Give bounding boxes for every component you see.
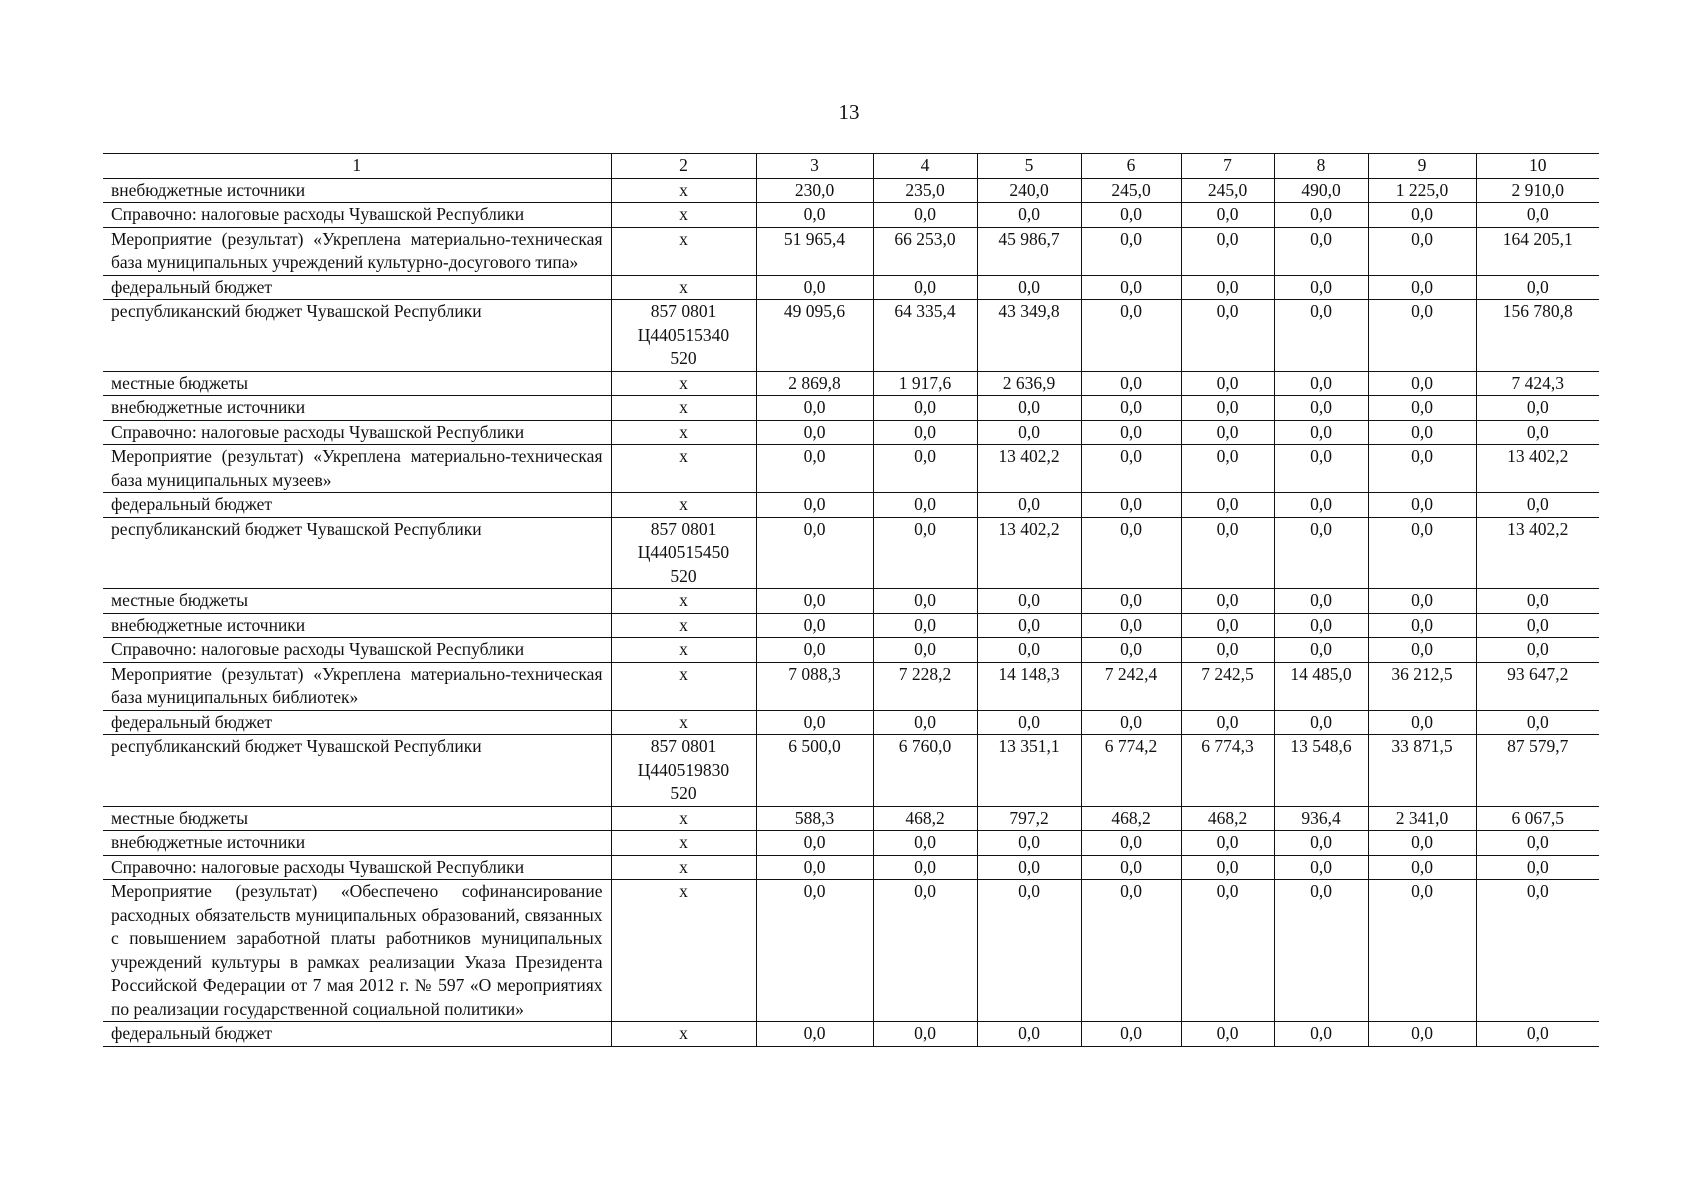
value-cell: 0,0 xyxy=(1081,1022,1181,1047)
value-cell: 6 067,5 xyxy=(1476,806,1599,831)
table-row xyxy=(103,806,1599,831)
value-cell: 0,0 xyxy=(1368,880,1476,1022)
table-row xyxy=(103,1022,1599,1047)
table-row xyxy=(103,710,1599,735)
value-cell: 0,0 xyxy=(1368,638,1476,663)
column-header-8: 8 xyxy=(1274,154,1368,179)
value-cell: 164 205,1 xyxy=(1476,227,1599,275)
value-cell: 0,0 xyxy=(873,203,977,228)
value-cell: 0,0 xyxy=(1274,710,1368,735)
table-row xyxy=(103,613,1599,638)
value-cell: 0,0 xyxy=(756,855,873,880)
value-cell: 0,0 xyxy=(873,493,977,518)
value-cell: 13 402,2 xyxy=(1476,445,1599,493)
value-cell: 0,0 xyxy=(756,203,873,228)
value-cell: 0,0 xyxy=(1274,275,1368,300)
value-cell: 0,0 xyxy=(1181,396,1274,421)
table-row xyxy=(103,371,1599,396)
value-cell: 0,0 xyxy=(756,396,873,421)
column-header-7: 7 xyxy=(1181,154,1274,179)
budget-code: x xyxy=(611,493,756,518)
value-cell: 0,0 xyxy=(1476,880,1599,1022)
value-cell: 0,0 xyxy=(1181,420,1274,445)
table-row xyxy=(103,517,1599,589)
value-cell: 0,0 xyxy=(1368,396,1476,421)
value-cell: 0,0 xyxy=(1368,203,1476,228)
value-cell: 0,0 xyxy=(1081,613,1181,638)
row-name: республиканский бюджет Чувашской Республики xyxy=(103,300,611,372)
row-name: федеральный бюджет xyxy=(103,1022,611,1047)
value-cell: 0,0 xyxy=(1368,300,1476,372)
value-cell: 468,2 xyxy=(1081,806,1181,831)
value-cell: 0,0 xyxy=(1081,275,1181,300)
value-cell: 0,0 xyxy=(977,880,1081,1022)
value-cell: 0,0 xyxy=(873,831,977,856)
value-cell: 7 242,5 xyxy=(1181,662,1274,710)
value-cell: 245,0 xyxy=(1181,178,1274,203)
value-cell: 0,0 xyxy=(756,638,873,663)
value-cell: 0,0 xyxy=(873,517,977,589)
row-name: внебюджетные источники xyxy=(103,396,611,421)
budget-code: x xyxy=(611,613,756,638)
column-header-2: 2 xyxy=(611,154,756,179)
value-cell: 0,0 xyxy=(1181,710,1274,735)
value-cell: 0,0 xyxy=(1274,613,1368,638)
value-cell: 0,0 xyxy=(1081,493,1181,518)
value-cell: 13 402,2 xyxy=(977,517,1081,589)
value-cell: 0,0 xyxy=(756,710,873,735)
table-row xyxy=(103,275,1599,300)
table-row xyxy=(103,203,1599,228)
value-cell: 0,0 xyxy=(977,420,1081,445)
row-name: федеральный бюджет xyxy=(103,275,611,300)
value-cell: 0,0 xyxy=(1476,589,1599,614)
row-name: республиканский бюджет Чувашской Республики xyxy=(103,517,611,589)
value-cell: 7 242,4 xyxy=(1081,662,1181,710)
value-cell: 0,0 xyxy=(977,589,1081,614)
value-cell: 0,0 xyxy=(977,855,1081,880)
value-cell: 0,0 xyxy=(1081,517,1181,589)
value-cell: 0,0 xyxy=(1368,420,1476,445)
budget-code: x xyxy=(611,831,756,856)
value-cell: 0,0 xyxy=(1274,203,1368,228)
budget-code: 857 0801 Ц440519830 520 xyxy=(611,735,756,807)
value-cell: 0,0 xyxy=(1274,493,1368,518)
value-cell: 468,2 xyxy=(873,806,977,831)
value-cell: 0,0 xyxy=(1274,855,1368,880)
value-cell: 0,0 xyxy=(977,493,1081,518)
value-cell: 1 225,0 xyxy=(1368,178,1476,203)
value-cell: 0,0 xyxy=(1081,396,1181,421)
value-cell: 0,0 xyxy=(1368,227,1476,275)
value-cell: 0,0 xyxy=(1181,880,1274,1022)
value-cell: 230,0 xyxy=(756,178,873,203)
value-cell: 0,0 xyxy=(1081,300,1181,372)
value-cell: 0,0 xyxy=(1181,493,1274,518)
value-cell: 0,0 xyxy=(1181,300,1274,372)
row-name: внебюджетные источники xyxy=(103,613,611,638)
value-cell: 0,0 xyxy=(1181,517,1274,589)
row-name: Справочно: налоговые расходы Чувашской Республики xyxy=(103,855,611,880)
value-cell: 0,0 xyxy=(977,203,1081,228)
table-row xyxy=(103,831,1599,856)
value-cell: 0,0 xyxy=(1476,613,1599,638)
value-cell: 0,0 xyxy=(1081,710,1181,735)
value-cell: 6 774,3 xyxy=(1181,735,1274,807)
value-cell: 0,0 xyxy=(756,880,873,1022)
value-cell: 66 253,0 xyxy=(873,227,977,275)
value-cell: 0,0 xyxy=(1274,831,1368,856)
column-header-3: 3 xyxy=(756,154,873,179)
value-cell: 0,0 xyxy=(1476,396,1599,421)
value-cell: 0,0 xyxy=(1274,445,1368,493)
value-cell: 0,0 xyxy=(873,275,977,300)
value-cell: 2 910,0 xyxy=(1476,178,1599,203)
budget-code: x xyxy=(611,420,756,445)
value-cell: 0,0 xyxy=(873,1022,977,1047)
value-cell: 2 636,9 xyxy=(977,371,1081,396)
value-cell: 0,0 xyxy=(1368,589,1476,614)
value-cell: 13 351,1 xyxy=(977,735,1081,807)
value-cell: 0,0 xyxy=(873,638,977,663)
value-cell: 7 088,3 xyxy=(756,662,873,710)
value-cell: 0,0 xyxy=(1181,227,1274,275)
value-cell: 0,0 xyxy=(1181,203,1274,228)
page-number: 13 xyxy=(838,100,860,124)
value-cell: 0,0 xyxy=(1081,203,1181,228)
column-header-9: 9 xyxy=(1368,154,1476,179)
budget-code: 857 0801 Ц440515450 520 xyxy=(611,517,756,589)
row-name: внебюджетные источники xyxy=(103,831,611,856)
value-cell: 7 424,3 xyxy=(1476,371,1599,396)
table-row xyxy=(103,880,1599,1022)
value-cell: 490,0 xyxy=(1274,178,1368,203)
value-cell: 13 402,2 xyxy=(1476,517,1599,589)
column-header-5: 5 xyxy=(977,154,1081,179)
value-cell: 0,0 xyxy=(1274,227,1368,275)
value-cell: 0,0 xyxy=(756,493,873,518)
table-row xyxy=(103,445,1599,493)
table-row xyxy=(103,638,1599,663)
value-cell: 0,0 xyxy=(1181,1022,1274,1047)
row-name: Мероприятие (результат) «Укреплена материально-техническая база муниципальных учреждений культурно-досугового типа» xyxy=(103,227,611,275)
value-cell: 2 341,0 xyxy=(1368,806,1476,831)
value-cell: 936,4 xyxy=(1274,806,1368,831)
value-cell: 0,0 xyxy=(1274,300,1368,372)
row-name: Справочно: налоговые расходы Чувашской Республики xyxy=(103,638,611,663)
value-cell: 51 965,4 xyxy=(756,227,873,275)
value-cell: 43 349,8 xyxy=(977,300,1081,372)
value-cell: 0,0 xyxy=(1476,1022,1599,1047)
value-cell: 0,0 xyxy=(1081,589,1181,614)
value-cell: 0,0 xyxy=(1274,880,1368,1022)
table-row xyxy=(103,735,1599,807)
row-name: федеральный бюджет xyxy=(103,493,611,518)
value-cell: 0,0 xyxy=(1368,710,1476,735)
value-cell: 0,0 xyxy=(1181,831,1274,856)
value-cell: 7 228,2 xyxy=(873,662,977,710)
value-cell: 0,0 xyxy=(1081,880,1181,1022)
value-cell: 0,0 xyxy=(1081,420,1181,445)
row-name: республиканский бюджет Чувашской Республики xyxy=(103,735,611,807)
value-cell: 0,0 xyxy=(1368,1022,1476,1047)
value-cell: 0,0 xyxy=(1274,1022,1368,1047)
budget-code: x xyxy=(611,445,756,493)
row-name: Мероприятие (результат) «Обеспечено софинансирование расходных обязательств муниципальных образований, связанных с повышением заработной платы работников муниципальных учреждений культуры в рамках реализации Указа Президента Российской Федерации от 7 мая 2012 г. № 597 «О мероприятиях по реализации государственной социальной политики» xyxy=(103,880,611,1022)
value-cell: 0,0 xyxy=(1368,445,1476,493)
value-cell: 240,0 xyxy=(977,178,1081,203)
budget-code: x xyxy=(611,589,756,614)
budget-code: x xyxy=(611,806,756,831)
value-cell: 0,0 xyxy=(1181,638,1274,663)
budget-code: x xyxy=(611,1022,756,1047)
value-cell: 0,0 xyxy=(1476,420,1599,445)
value-cell: 0,0 xyxy=(873,396,977,421)
value-cell: 0,0 xyxy=(873,710,977,735)
value-cell: 0,0 xyxy=(1181,613,1274,638)
value-cell: 0,0 xyxy=(756,1022,873,1047)
value-cell: 245,0 xyxy=(1081,178,1181,203)
table-row xyxy=(103,396,1599,421)
value-cell: 36 212,5 xyxy=(1368,662,1476,710)
value-cell: 0,0 xyxy=(977,831,1081,856)
value-cell: 0,0 xyxy=(756,517,873,589)
value-cell: 0,0 xyxy=(1476,638,1599,663)
value-cell: 49 095,6 xyxy=(756,300,873,372)
column-header-10: 10 xyxy=(1476,154,1599,179)
budget-code: 857 0801 Ц440515340 520 xyxy=(611,300,756,372)
value-cell: 0,0 xyxy=(1368,831,1476,856)
value-cell: 64 335,4 xyxy=(873,300,977,372)
value-cell: 0,0 xyxy=(1368,613,1476,638)
value-cell: 13 402,2 xyxy=(977,445,1081,493)
value-cell: 0,0 xyxy=(977,275,1081,300)
value-cell: 0,0 xyxy=(1368,493,1476,518)
value-cell: 87 579,7 xyxy=(1476,735,1599,807)
value-cell: 0,0 xyxy=(873,589,977,614)
value-cell: 6 500,0 xyxy=(756,735,873,807)
value-cell: 0,0 xyxy=(1368,855,1476,880)
value-cell: 0,0 xyxy=(977,396,1081,421)
column-header-6: 6 xyxy=(1081,154,1181,179)
value-cell: 6 760,0 xyxy=(873,735,977,807)
column-header-1: 1 xyxy=(103,154,611,179)
value-cell: 797,2 xyxy=(977,806,1081,831)
value-cell: 1 917,6 xyxy=(873,371,977,396)
value-cell: 0,0 xyxy=(1476,831,1599,856)
budget-code: x xyxy=(611,855,756,880)
value-cell: 0,0 xyxy=(1181,855,1274,880)
table-row xyxy=(103,589,1599,614)
row-name: Мероприятие (результат) «Укреплена материально-техническая база муниципальных библиотек» xyxy=(103,662,611,710)
row-name: внебюджетные источники xyxy=(103,178,611,203)
value-cell: 0,0 xyxy=(1368,371,1476,396)
value-cell: 468,2 xyxy=(1181,806,1274,831)
table-row xyxy=(103,855,1599,880)
value-cell: 0,0 xyxy=(1181,275,1274,300)
table-body xyxy=(103,154,1599,1047)
value-cell: 0,0 xyxy=(977,710,1081,735)
value-cell: 0,0 xyxy=(756,420,873,445)
value-cell: 0,0 xyxy=(1081,445,1181,493)
table-row xyxy=(103,300,1599,372)
budget-code: x xyxy=(611,203,756,228)
value-cell: 0,0 xyxy=(873,880,977,1022)
value-cell: 0,0 xyxy=(756,613,873,638)
table-row xyxy=(103,227,1599,275)
value-cell: 0,0 xyxy=(873,613,977,638)
value-cell: 33 871,5 xyxy=(1368,735,1476,807)
value-cell: 0,0 xyxy=(1476,855,1599,880)
value-cell: 0,0 xyxy=(1476,275,1599,300)
budget-code: x xyxy=(611,880,756,1022)
value-cell: 0,0 xyxy=(1274,396,1368,421)
value-cell: 0,0 xyxy=(873,855,977,880)
value-cell: 6 774,2 xyxy=(1081,735,1181,807)
budget-code: x xyxy=(611,227,756,275)
value-cell: 0,0 xyxy=(977,613,1081,638)
value-cell: 0,0 xyxy=(1081,855,1181,880)
value-cell: 588,3 xyxy=(756,806,873,831)
row-name: федеральный бюджет xyxy=(103,710,611,735)
value-cell: 0,0 xyxy=(1181,589,1274,614)
value-cell: 93 647,2 xyxy=(1476,662,1599,710)
column-header-4: 4 xyxy=(873,154,977,179)
value-cell: 0,0 xyxy=(1274,589,1368,614)
row-name: Справочно: налоговые расходы Чувашской Республики xyxy=(103,420,611,445)
value-cell: 0,0 xyxy=(1368,517,1476,589)
value-cell: 0,0 xyxy=(1081,831,1181,856)
budget-code: x xyxy=(611,638,756,663)
value-cell: 0,0 xyxy=(1081,371,1181,396)
value-cell: 2 869,8 xyxy=(756,371,873,396)
value-cell: 0,0 xyxy=(977,638,1081,663)
table-row xyxy=(103,493,1599,518)
value-cell: 0,0 xyxy=(873,445,977,493)
table-row xyxy=(103,662,1599,710)
row-name: местные бюджеты xyxy=(103,371,611,396)
value-cell: 0,0 xyxy=(1081,638,1181,663)
value-cell: 13 548,6 xyxy=(1274,735,1368,807)
value-cell: 0,0 xyxy=(756,445,873,493)
row-name: местные бюджеты xyxy=(103,806,611,831)
value-cell: 0,0 xyxy=(1081,227,1181,275)
budget-code: x xyxy=(611,371,756,396)
value-cell: 0,0 xyxy=(1368,275,1476,300)
budget-code: x xyxy=(611,396,756,421)
value-cell: 0,0 xyxy=(1274,638,1368,663)
budget-code: x xyxy=(611,178,756,203)
budget-code: x xyxy=(611,275,756,300)
value-cell: 0,0 xyxy=(1181,371,1274,396)
value-cell: 156 780,8 xyxy=(1476,300,1599,372)
value-cell: 0,0 xyxy=(756,831,873,856)
value-cell: 0,0 xyxy=(977,1022,1081,1047)
value-cell: 235,0 xyxy=(873,178,977,203)
value-cell: 0,0 xyxy=(1274,517,1368,589)
table-row xyxy=(103,178,1599,203)
budget-table xyxy=(103,153,1599,1047)
value-cell: 0,0 xyxy=(1274,371,1368,396)
value-cell: 0,0 xyxy=(1476,203,1599,228)
row-name: Мероприятие (результат) «Укреплена материально-техническая база муниципальных музеев» xyxy=(103,445,611,493)
value-cell: 14 485,0 xyxy=(1274,662,1368,710)
table-row xyxy=(103,420,1599,445)
value-cell: 14 148,3 xyxy=(977,662,1081,710)
value-cell: 0,0 xyxy=(1274,420,1368,445)
row-name: местные бюджеты xyxy=(103,589,611,614)
header-row xyxy=(103,154,1599,179)
value-cell: 0,0 xyxy=(756,275,873,300)
value-cell: 0,0 xyxy=(873,420,977,445)
value-cell: 0,0 xyxy=(1476,710,1599,735)
budget-code: x xyxy=(611,710,756,735)
value-cell: 45 986,7 xyxy=(977,227,1081,275)
row-name: Справочно: налоговые расходы Чувашской Республики xyxy=(103,203,611,228)
value-cell: 0,0 xyxy=(1181,445,1274,493)
budget-code: x xyxy=(611,662,756,710)
value-cell: 0,0 xyxy=(756,589,873,614)
value-cell: 0,0 xyxy=(1476,493,1599,518)
